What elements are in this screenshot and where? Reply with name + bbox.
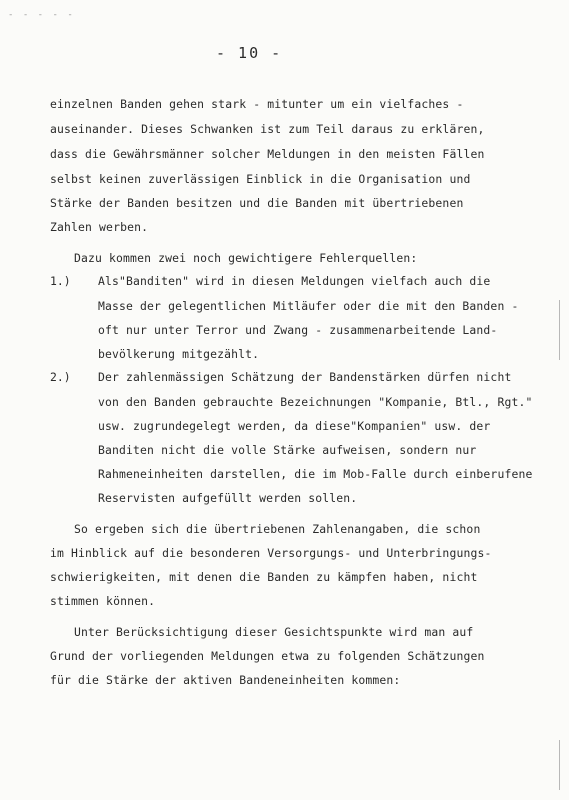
item1-line-2: Masse der gelegentlichen Mitläufer oder die mit den Banden - xyxy=(98,299,519,313)
item2-line-2: von den Banden gebrauchte Bezeichnungen "Kompanie, Btl., Rgt." xyxy=(98,395,533,409)
header-marks: - - - - - xyxy=(8,10,75,20)
item2-number: 2.) xyxy=(50,370,71,384)
para3-line-1: Unter Berücksichtigung dieser Gesichtspunkte wird man auf xyxy=(74,625,474,639)
para1-line-5: Stärke der Banden besitzen und die Banden mit übertriebenen xyxy=(50,196,464,210)
item2-line-5: Rahmeneinheiten darstellen, die im Mob-Falle durch einberufene xyxy=(98,467,533,481)
item1-number: 1.) xyxy=(50,274,71,288)
para1-line-6: Zahlen werben. xyxy=(50,220,149,234)
item2-line-4: Banditen nicht die volle Stärke aufweisen, sondern nur xyxy=(98,443,477,457)
item1-line-4: bevölkerung mitgezählt. xyxy=(98,347,260,361)
page-number: - 10 - xyxy=(216,44,283,62)
intro-line: Dazu kommen zwei noch gewichtigere Fehlerquellen: xyxy=(74,251,418,265)
para2-line-2: im Hinblick auf die besonderen Versorgungs- und Unterbringungs- xyxy=(50,546,492,560)
item1-line-1: Als"Banditen" wird in diesen Meldungen vielfach auch die xyxy=(98,274,491,288)
para1-line-2: auseinander. Dieses Schwanken ist zum Teil daraus zu erklären, xyxy=(50,122,485,136)
para3-line-3: für die Stärke der aktiven Bandeneinheiten kommen: xyxy=(50,673,401,687)
para1-line-3: dass die Gewährsmänner solcher Meldungen in den meisten Fällen xyxy=(50,147,485,161)
para1-line-1: einzelnen Banden gehen stark - mitunter um ein vielfaches - xyxy=(50,97,464,111)
para1-line-4: selbst keinen zuverlässigen Einblick in die Organisation und xyxy=(50,172,471,186)
para2-line-1: So ergeben sich die übertriebenen Zahlenangaben, die schon xyxy=(74,522,481,536)
para2-line-4: stimmen können. xyxy=(50,594,156,608)
item2-line-1: Der zahlenmässigen Schätzung der Bandenstärken dürfen nicht xyxy=(98,370,512,384)
scan-edge-mark xyxy=(559,740,560,790)
item1-line-3: oft nur unter Terror und Zwang - zusammenarbeitende Land- xyxy=(98,323,498,337)
item2-line-3: usw. zugrundegelegt werden, da diese"Kompanien" usw. der xyxy=(98,419,491,433)
item2-line-6: Reservisten aufgefüllt werden sollen. xyxy=(98,491,358,505)
para3-line-2: Grund der vorliegenden Meldungen etwa zu folgenden Schätzungen xyxy=(50,649,485,663)
scan-edge-mark xyxy=(559,300,560,360)
para2-line-3: schwierigkeiten, mit denen die Banden zu kämpfen haben, nicht xyxy=(50,570,478,584)
